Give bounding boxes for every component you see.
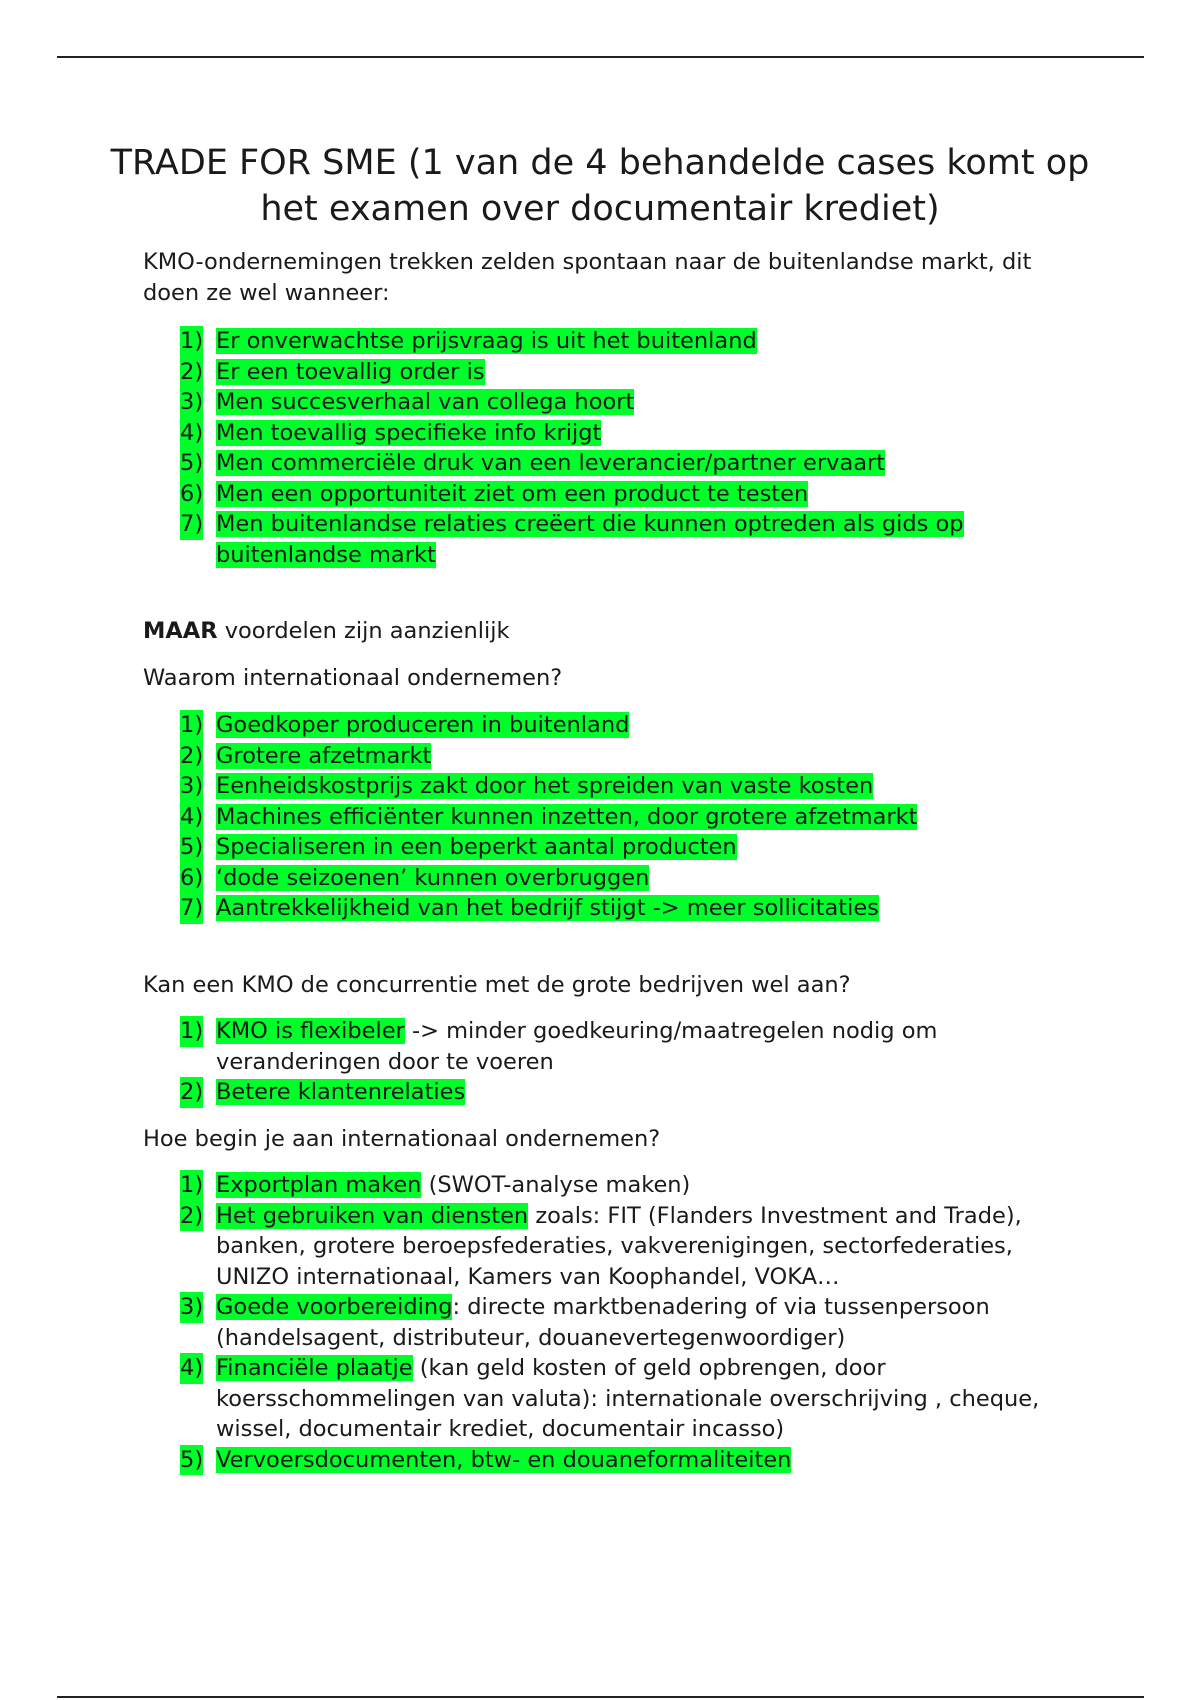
list-item-text: Grotere afzetmarkt: [216, 742, 432, 769]
list-item: [180, 1353, 1060, 1445]
list-number: 3): [180, 771, 203, 802]
list-item: [180, 893, 1060, 924]
list-item-highlight: Vervoersdocumenten, btw- en douaneformaliteiten: [216, 1446, 792, 1473]
page-title: TRADE FOR SME (1 van de 4 behandelde cases komt op het examen over documentair krediet): [110, 143, 1090, 229]
list-item: [180, 1292, 1060, 1353]
list-number: 4): [180, 1353, 203, 1384]
list-number: 1): [180, 710, 203, 741]
list-item-text: Machines efficiënter kunnen inzetten, door grotere afzetmarkt: [216, 803, 918, 830]
list-item: [180, 357, 1060, 388]
list-item: [180, 1016, 1060, 1077]
question-competition: Kan een KMO de concurrentie met de grote bedrijven wel aan?: [143, 972, 851, 998]
how-to-begin-list: [180, 1170, 1060, 1475]
list-item-rest: -> minder goedkeuring/maatregelen nodig om veranderingen door te voeren: [216, 1018, 938, 1075]
list-number: 4): [180, 418, 203, 449]
list-number: 6): [180, 863, 203, 894]
list-item: [180, 387, 1060, 418]
list-item: [180, 1077, 1060, 1108]
list-item-highlight: Betere klantenrelaties: [216, 1079, 466, 1105]
list-item-text: Men toevallig specifieke info krijgt: [216, 419, 602, 446]
top-rule: [57, 56, 1144, 58]
maar-rest: voordelen zijn aanzienlijk: [217, 618, 510, 644]
question-how-to-begin: Hoe begin je aan internationaal ondernemen?: [143, 1126, 661, 1152]
list-item: [180, 479, 1060, 510]
list-item-text: Men commerciële druk van een leverancier/partner ervaart: [216, 450, 886, 476]
list-item-text: Men succesverhaal van collega hoort: [216, 389, 635, 415]
list-item-text: ‘dode seizoenen’ kunnen overbruggen: [216, 864, 650, 891]
list-item-highlight: Goede voorbereiding: [216, 1294, 453, 1320]
list-item-rest: : directe marktbenadering of via tussenpersoon (handelsagent, distributeur, douanevertegenwoordiger): [216, 1294, 990, 1351]
list-number: 2): [180, 1201, 203, 1232]
bottom-rule: [57, 1696, 1144, 1698]
list-item-highlight: Het gebruiken van diensten: [216, 1202, 529, 1229]
maar-paragraph: [143, 616, 1043, 647]
list-item: [180, 1170, 1060, 1201]
list-number: 6): [180, 479, 203, 510]
list-item-rest: (SWOT-analyse maken): [421, 1172, 691, 1198]
list-item: [180, 448, 1060, 479]
list-item: [180, 1201, 1060, 1293]
list-item-text: Er een toevallig order is: [216, 358, 485, 385]
list-number: 2): [180, 357, 203, 388]
list-number: 5): [180, 1445, 203, 1476]
list-item: [180, 326, 1060, 357]
list-item-highlight: Financiële plaatje: [216, 1355, 413, 1381]
list-item-text: Aantrekkelijkheid van het bedrijf stijgt -> meer sollicitaties: [216, 895, 879, 921]
competition-list: [180, 1016, 1060, 1108]
list-item-rest: zoals: FIT (Flanders Investment and Trade), banken, grotere beroepsfederaties, vakverenigingen, sectorfederaties, UNIZO internationaal, Kamers van Koophandel, VOKA…: [216, 1202, 1022, 1290]
list-item-text: Goedkoper produceren in buitenland: [216, 712, 630, 738]
list-number: 1): [180, 326, 203, 357]
list-item: [180, 509, 1060, 570]
list-item-highlight: Exportplan maken: [216, 1172, 422, 1198]
list-item-text: Men buitenlandse relaties creëert die kunnen optreden als gids op buitenlandse markt: [216, 511, 964, 568]
list-number: 5): [180, 448, 203, 479]
list-number: 4): [180, 802, 203, 833]
list-number: 3): [180, 1292, 203, 1323]
list-item-text: Specialiseren in een beperkt aantal producten: [216, 834, 737, 860]
list-item: [180, 863, 1060, 894]
list-number: 7): [180, 893, 203, 924]
list-number: 2): [180, 741, 203, 772]
list-number: 1): [180, 1016, 203, 1047]
list-item-text: Er onverwachtse prijsvraag is uit het buitenland: [216, 328, 757, 354]
question-why-international: Waarom internationaal ondernemen?: [143, 665, 563, 691]
list-item: [180, 832, 1060, 863]
list-number: 3): [180, 387, 203, 418]
list-number: 5): [180, 832, 203, 863]
intro-paragraph: KMO-ondernemingen trekken zelden spontaan naar de buitenlandse markt, dit doen ze wel wanneer:: [143, 249, 1032, 306]
list-number: 1): [180, 1170, 203, 1201]
list-item-text: Eenheidskostprijs zakt door het spreiden van vaste kosten: [216, 773, 874, 799]
maar-bold: MAAR: [143, 618, 218, 644]
list-item: [180, 802, 1060, 833]
list-item: [180, 710, 1060, 741]
list-number: 7): [180, 509, 203, 540]
list-item-rest: (kan geld kosten of geld opbrengen, door koersschommelingen van valuta): internationale overschrijving , cheque, wissel, documentair krediet, documentair incasso): [216, 1355, 1040, 1442]
advantages-list: [180, 710, 1060, 924]
list-item-highlight: KMO is flexibeler: [216, 1018, 405, 1044]
list-item: [180, 741, 1060, 772]
list-item: [180, 418, 1060, 449]
list-item-text: Men een opportuniteit ziet om een product te testen: [216, 480, 809, 507]
list-item: [180, 771, 1060, 802]
list-number: 2): [180, 1077, 203, 1108]
reasons-list: [180, 326, 1060, 570]
list-item: [180, 1445, 1060, 1476]
